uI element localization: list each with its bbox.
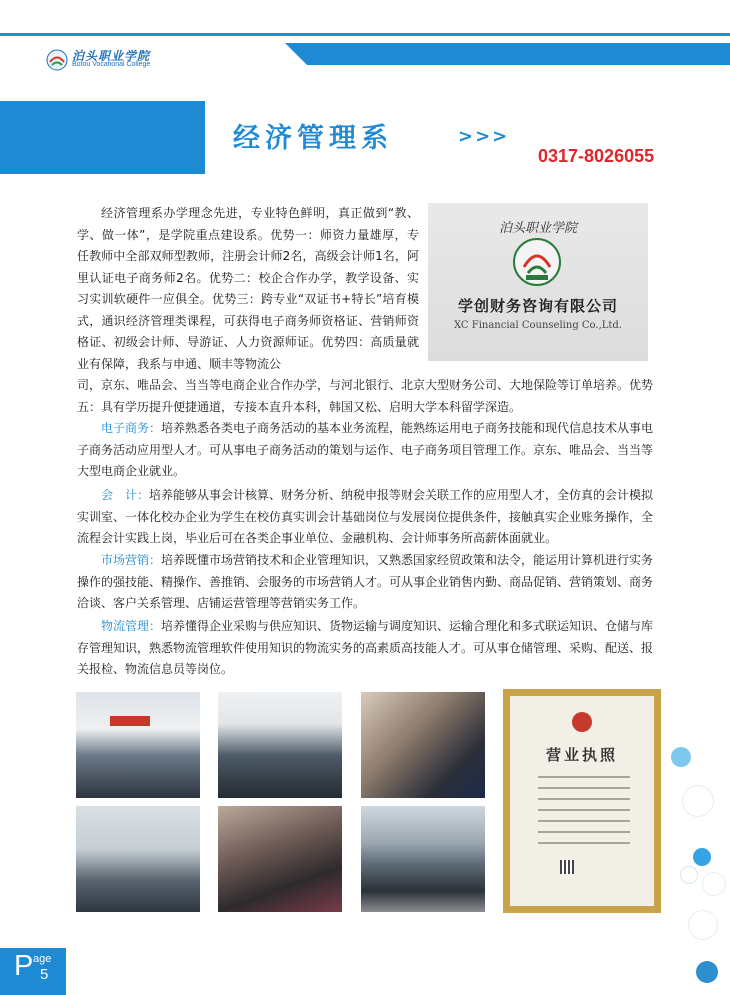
business-license-photo [503,689,661,913]
license-paper [510,696,654,906]
department-title: 经济管理系 [233,123,393,154]
decor-circle [688,910,718,940]
school-logo [46,47,206,73]
major-label: 电子商务： [101,421,162,435]
title-chevrons: >>> [458,126,510,147]
major-text: 培养熟悉各类电子商务活动的基本业务流程，能熟练运用电子商务技能和现代信息技术从事电子商务活动应用型人才。可从事电子商务活动的策划与运作、电子商务项目管理工作。京东、唯品会、当当等大型电商企业就业。 [77,421,654,478]
major-label: 会 计： [101,488,150,502]
qr-code-icon [560,860,574,874]
decor-circle [682,785,714,817]
sign-school-name: 泊头职业学院 [498,221,577,236]
national-emblem-icon [572,712,592,732]
major-accounting [77,485,657,550]
photo-group-outdoor [361,806,485,912]
sign-company-en: XC Financial Counseling Co.,Ltd. [453,320,622,331]
license-title: 营业执照 [545,746,618,764]
photo-teacher-students [218,806,342,912]
license-text-lines [538,776,630,853]
decor-circle [671,747,691,767]
school-name-cn: 泊头职业学院 [72,49,151,63]
decor-circle [693,848,711,866]
college-emblem-icon [512,237,562,287]
phone-number: 0317-8026055 [538,146,655,166]
top-banner-bar [285,43,730,65]
photo-classroom [218,692,342,798]
major-text: 培养懂得企业采购与供应知识、货物运输与调度知识、运输合理化和多式联运知识、仓储与库存管理知识，熟悉物流管理软件使用知识的物流实务的高素质高技能人才。可从事仓储管理、采购、配送、报关报检、物流信息员等岗位。 [77,619,654,676]
intro-paragraph: 经济管理系办学理念先进，专业特色鲜明，真正做到“教、学、做一体”，是学院重点建设系。优势一：师资力量雄厚，专任教师中全部双师型教师，注册会计师2名，高级会计师1名，阿里认证电子商务师2名。优势二：校企合作办学，教学设备、实习实训软硬件一应俱全。优势三：跨专业“双证书+特长”培育模式，通识经济管理类课程，可获得电子商务师资格证、营销师资格证、初级会计师、导游证、人力资源师证。优势四：高质量就业有保障，我系与申通、顺丰等物流公 [77,206,419,371]
major-ecommerce [77,418,657,483]
photo-computer-lab [76,692,200,798]
major-logistics [77,616,657,681]
decor-circle [702,872,726,896]
major-label: 物流管理： [101,619,162,633]
school-name-en: Botou Vocational College [72,61,151,68]
title-block [0,101,205,174]
top-rule [0,33,730,36]
decor-circle [680,866,698,884]
sign-company-cn: 学创财务咨询有限公司 [457,297,618,315]
major-label: 市场营销： [101,553,162,567]
decor-circle [696,961,718,983]
photo-student-at-keyboard [361,692,485,798]
banner-shape [110,716,150,726]
company-sign-photo [428,203,648,361]
page-number: 5 [40,966,49,983]
page-letter: P [14,950,34,982]
major-marketing [77,550,657,615]
major-text: 培养既懂市场营销技术和企业管理知识，又熟悉国家经贸政策和法令，能运用计算机进行实务操作的强技能、精操作、善推销、会服务的市场营销人才。可从事企业销售内勤、商品促销、营销策划、商务洽谈、客户关系管理、店铺运营管理等营销实务工作。 [77,553,654,610]
page-suffix: age [33,953,52,965]
intro-paragraph-continued: 司，京东、唯品会、当当等电商企业合作办学，与河北银行、北京大型财务公司、大地保险等订单培养。优势五：具有学历提升便捷通道，专接本直升本科，韩国又松、启明大学本科留学深造。 [77,378,654,414]
photo-office-training [76,806,200,912]
school-emblem-icon [46,49,68,71]
major-text: 培养能够从事会计核算、财务分析、纳税申报等财会关联工作的应用型人才，全仿真的会计模拟实训室、一体化校办企业为学生在校仿真实训会计基础岗位与发展岗位提供条件，接触真实企业账务操作，全流程会计实践上岗，毕业后可在各类企事业单位、金融机构、会计师事务所高薪体面就业。 [77,488,654,545]
